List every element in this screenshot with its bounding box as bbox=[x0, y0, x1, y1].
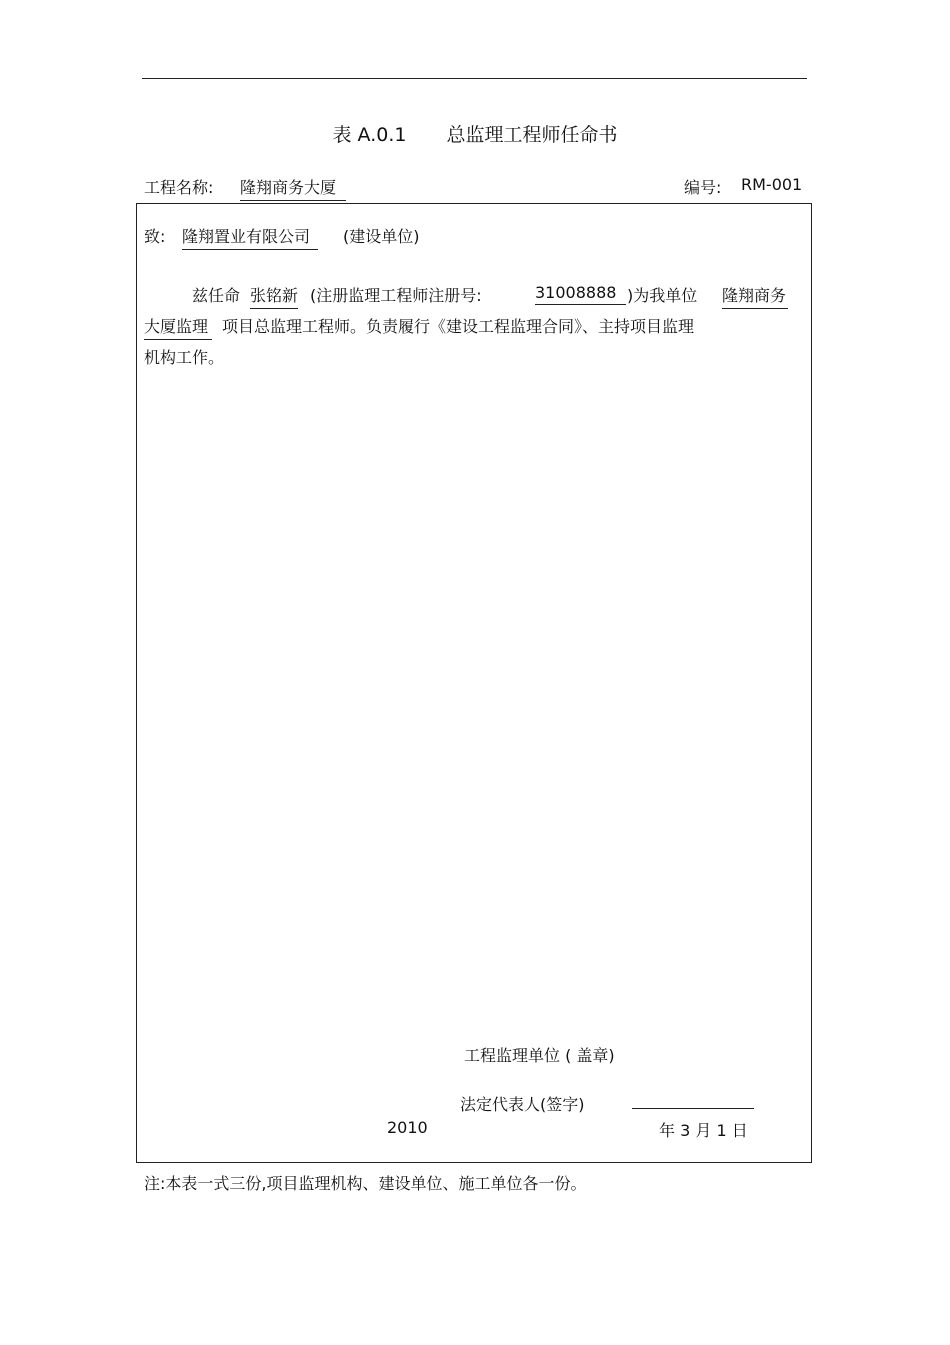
top-rule bbox=[142, 78, 807, 79]
appoint-prefix: 兹任命 bbox=[192, 286, 241, 305]
footer-note: 注:本表一式三份,项目监理机构、建设单位、施工单位各一份。 bbox=[144, 1174, 587, 1193]
project-part1: 隆翔商务 bbox=[722, 283, 788, 309]
body-line2: 项目总监理工程师。负责履行《建设工程监理合同》、主持项目监理 bbox=[222, 317, 695, 336]
document-title bbox=[0, 120, 950, 147]
appointee: 张铭新 bbox=[250, 283, 298, 309]
date-year: 2010 bbox=[387, 1118, 428, 1137]
date-rest: 年 3 月 1 日 bbox=[659, 1121, 748, 1140]
form-code: 表 A.0.1 bbox=[332, 124, 407, 146]
to-value: 隆翔置业有限公司 bbox=[182, 224, 318, 250]
reg-close: )为我单位 bbox=[627, 286, 698, 305]
reg-label: (注册监理工程师注册号: bbox=[310, 286, 482, 305]
form-box bbox=[136, 203, 812, 1163]
body-line3: 机构工作。 bbox=[144, 348, 225, 367]
reg-number: 31008888 bbox=[535, 283, 626, 305]
project-label: 工程名称: bbox=[144, 178, 214, 197]
number-value: RM-001 bbox=[741, 175, 803, 194]
legal-rep-label: 法定代表人(签字) bbox=[460, 1095, 585, 1114]
unit-stamp-label: 工程监理单位 ( 盖章) bbox=[464, 1046, 615, 1065]
signature-line bbox=[632, 1108, 754, 1109]
project-name: 隆翔商务大厦 bbox=[240, 175, 346, 201]
to-label: 致: bbox=[144, 227, 166, 246]
project-part2: 大厦监理 bbox=[144, 314, 212, 340]
title-text: 总监理工程师任命书 bbox=[446, 124, 618, 146]
to-suffix: (建设单位) bbox=[343, 227, 420, 246]
number-label: 编号: bbox=[684, 178, 722, 197]
